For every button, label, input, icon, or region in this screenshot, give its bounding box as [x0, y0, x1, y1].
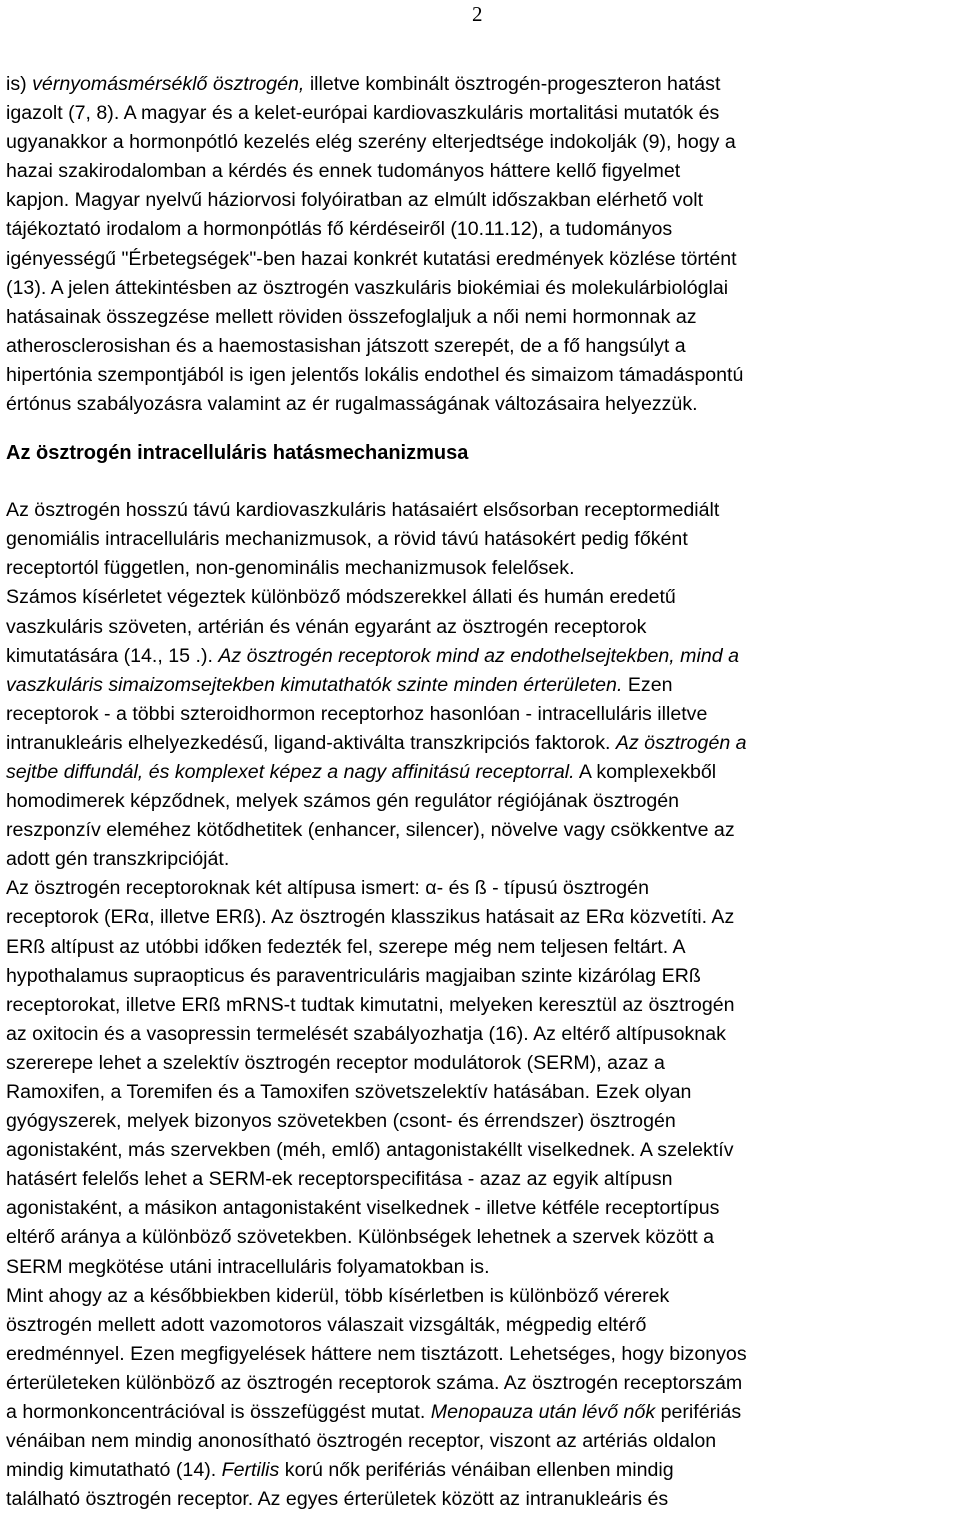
text-line — [6, 1311, 956, 1340]
italic-text: vaszkuláris simaizomsejtekben kimutathatók szinte minden érterületen. — [6, 673, 623, 696]
text-line — [6, 186, 956, 215]
text-run: (13). A jelen áttekintésben az ösztrogén vaszkuláris biokémiai és molekulárbiológlai — [6, 276, 729, 299]
text-run: receptorok (ERα, illetve ERß). Az ösztrogén klasszikus hatásait az ERα közvetíti. Az — [6, 906, 735, 929]
text-run: eltérő aránya a különböző szövetekben. Különbségek lehetnek a szervek között a — [6, 1226, 714, 1249]
text-run: receptortól független, non-genominális mechanizmusok felelősek. — [6, 557, 575, 580]
text-run: az oxitocin és a vasopressin termelését szabályozhatja (16). Az eltérő altípusoknak — [6, 1022, 726, 1045]
text-run: szererepe lehet a szelektív ösztrogén receptor modulátorok (SERM), azaz a — [6, 1051, 665, 1074]
text-run: intranukleáris elhelyezkedésű, ligand-aktiválta transzkripciós faktorok. — [6, 731, 616, 754]
text-line — [6, 128, 956, 157]
text-run: igazolt (7, 8). A magyar és a kelet-európai kardiovaszkuláris mortalitási mutatók és — [6, 102, 720, 125]
text-line — [6, 1194, 956, 1223]
text-line — [6, 583, 956, 612]
text-run: ugyanakkor a hormonpótló kezelés elég szerény elterjedtsége indokolják (9), hogy a — [6, 131, 736, 154]
text-run: is) — [6, 73, 33, 95]
text-run: kimutatására (14., 15 .). — [6, 644, 219, 667]
text-line — [6, 1107, 956, 1136]
text-run: perifériás — [655, 1401, 742, 1424]
italic-text: sejtbe diffundál, és komplexet képez a nagy affinitású receptorral. — [6, 760, 575, 783]
section-paragraph — [6, 496, 956, 1514]
text-line — [6, 962, 956, 991]
text-run: reszponzív eleméhez kötődhetitek (enhancer, silencer), növelve vagy csökkentve az — [6, 819, 735, 842]
text-line — [6, 991, 956, 1020]
text-run: Az ösztrogén receptoroknak két altípusa ismert: α- és ß - típusú ösztrogén — [6, 877, 649, 900]
text-run: A komplexekből — [574, 760, 717, 783]
text-run: hypothalamus supraopticus és paraventriculáris magjaiban szinte kizárólag ERß — [6, 964, 701, 987]
text-line — [6, 1427, 956, 1456]
text-line — [6, 70, 956, 99]
text-line — [6, 525, 956, 554]
text-line — [6, 303, 956, 332]
text-line — [6, 816, 956, 845]
text-run: agonistaként, a másikon antagonistaként viselkednek - illetve kétféle receptortípus — [6, 1197, 720, 1220]
text-run: homodimerek képződnek, melyek számos gén regulátor régiójának ösztrogén — [6, 790, 680, 813]
section-heading: Az ösztrogén intracelluláris hatásmechanizmusa — [6, 442, 469, 465]
text-run: receptorok - a többi szteroidhormon receptorhoz hasonlóan - intracelluláris illetve — [6, 702, 708, 725]
italic-text: Az ösztrogén a — [615, 731, 747, 754]
text-line — [6, 933, 956, 962]
text-run: hipertónia szempontjából is igen jelentős lokális endothel és simaizom támadáspontú — [6, 363, 744, 386]
text-run: eredménnyel. Ezen megfigyelések háttere nem tisztázott. Lehetséges, hogy bizonyos — [6, 1342, 747, 1365]
text-line — [6, 332, 956, 361]
text-run: gyógyszerek, melyek bizonyos szövetekben (csont- és érrendszer) ösztrogén — [6, 1110, 676, 1133]
text-line — [6, 274, 956, 303]
italic-text: vérnyomásmérséklő ösztrogén, — [32, 73, 305, 95]
text-line — [6, 390, 956, 419]
text-line — [6, 496, 956, 525]
text-run: igényességű "Érbetegségek"-ben hazai konkrét kutatási eredmények közlése történt — [6, 247, 737, 270]
italic-text: Az ösztrogén receptorok mind az endothelsejtekben, mind a — [218, 644, 739, 667]
text-line — [6, 787, 956, 816]
text-line — [6, 1165, 956, 1194]
text-line — [6, 1253, 956, 1282]
text-line — [6, 671, 956, 700]
text-run: korú nők perifériás vénáiban ellenben mindig — [279, 1459, 674, 1482]
text-run: illetve kombinált ösztrogén-progeszteron hatást — [304, 73, 721, 95]
text-line — [6, 245, 956, 274]
text-line — [6, 642, 956, 671]
text-run: tájékoztató irodalom a hormonpótlás fő kérdéseiről (10.11.12), a tudományos — [6, 218, 673, 241]
text-run: SERM megkötése utáni intracelluláris folyamatokban is. — [6, 1255, 490, 1278]
text-run: vaszkuláris szöveten, artérián és vénán egyaránt az ösztrogén receptorok — [6, 615, 647, 638]
text-line — [6, 215, 956, 244]
text-run: hazai szakirodalomban a kérdés és ennek tudományos háttere kellő figyelmet — [6, 160, 681, 183]
text-line — [6, 613, 956, 642]
text-run: Az ösztrogén hosszú távú kardiovaszkuláris hatásaiért elsősorban receptormediált — [6, 499, 720, 522]
text-run: agonistaként, más szervekben (méh, emlő) antagonistakéllt viselkednek. A szelektív — [6, 1139, 734, 1162]
text-line — [6, 99, 956, 128]
text-run: mindig kimutatható (14). — [6, 1459, 222, 1482]
text-line — [6, 1049, 956, 1078]
text-line — [6, 1078, 956, 1107]
intro-paragraph — [6, 70, 956, 419]
page-number: 2 — [472, 2, 483, 26]
text-run: ösztrogén mellett adott vazomotoros válaszait vizsgálták, mégpedig eltérő — [6, 1313, 647, 1336]
document-body — [6, 70, 956, 1514]
text-line — [6, 903, 956, 932]
text-run: atherosclerosishan és a haemostasishan játszott szerepét, de a fő hangsúlyt a — [6, 334, 686, 357]
text-run: receptorokat, illetve ERß mRNS-t tudtak kimutatni, melyeken keresztül az ösztrogén — [6, 993, 735, 1016]
text-line — [6, 758, 956, 787]
text-run: érterületeken különböző az ösztrogén receptorok száma. Az ösztrogén receptorszám — [6, 1371, 743, 1394]
text-run: hatásainak összegzése mellett röviden összefoglaljuk a női nemi hormonnak az — [6, 305, 697, 328]
text-line — [6, 1340, 956, 1369]
text-run: a hormonkoncentrációval is összefüggést mutat. — [6, 1401, 431, 1424]
text-run: adott gén transzkripcióját. — [6, 848, 230, 871]
text-run: Ezen — [622, 673, 673, 696]
text-line — [6, 554, 956, 583]
text-line — [6, 1398, 956, 1427]
italic-text: Menopauza után lévő nők — [430, 1401, 656, 1424]
text-line — [6, 157, 956, 186]
text-line — [6, 361, 956, 390]
text-run: hatásért felelős lehet a SERM-ek receptorspecifitása - azaz az egyik altípusn — [6, 1168, 673, 1191]
text-line — [6, 1282, 956, 1311]
text-line — [6, 1223, 956, 1252]
text-run: Számos kísérletet végeztek különböző módszerekkel állati és humán eredetű — [6, 586, 676, 609]
text-run: Ramoxifen, a Toremifen és a Tamoxifen szövetszelektív hatásában. Ezek olyan — [6, 1081, 692, 1103]
text-run: Mint ahogy az a későbbiekben kiderül, több kísérletben is különböző vérerek — [6, 1284, 670, 1307]
text-line — [6, 1485, 956, 1514]
text-run: kapjon. Magyar nyelvű háziorvosi folyóiratban az elmúlt időszakban elérhető volt — [6, 189, 704, 212]
text-run: genomiális intracelluláris mechanizmusok, a rövid távú hatásokért pedig főként — [6, 528, 688, 551]
text-line — [6, 845, 956, 874]
text-run: vénáiban nem mindig anonosítható ösztrogén receptor, viszont az artériás oldalon — [6, 1430, 717, 1453]
text-run: értónus szabályozásra valamint az ér rugalmasságának változásaira helyezzük. — [6, 393, 698, 416]
text-line — [6, 874, 956, 903]
text-line — [6, 1136, 956, 1165]
text-line — [6, 700, 956, 729]
text-line — [6, 729, 956, 758]
text-run: ERß altípust az utóbbi időken fedezték fel, szerepe még nem teljesen feltárt. A — [6, 935, 686, 958]
text-line — [6, 1369, 956, 1398]
text-line — [6, 1020, 956, 1049]
text-line — [6, 1456, 956, 1485]
text-run: található ösztrogén receptor. Az egyes érterületek között az intranukleáris és — [6, 1488, 669, 1511]
italic-text: Fertilis — [221, 1459, 280, 1482]
